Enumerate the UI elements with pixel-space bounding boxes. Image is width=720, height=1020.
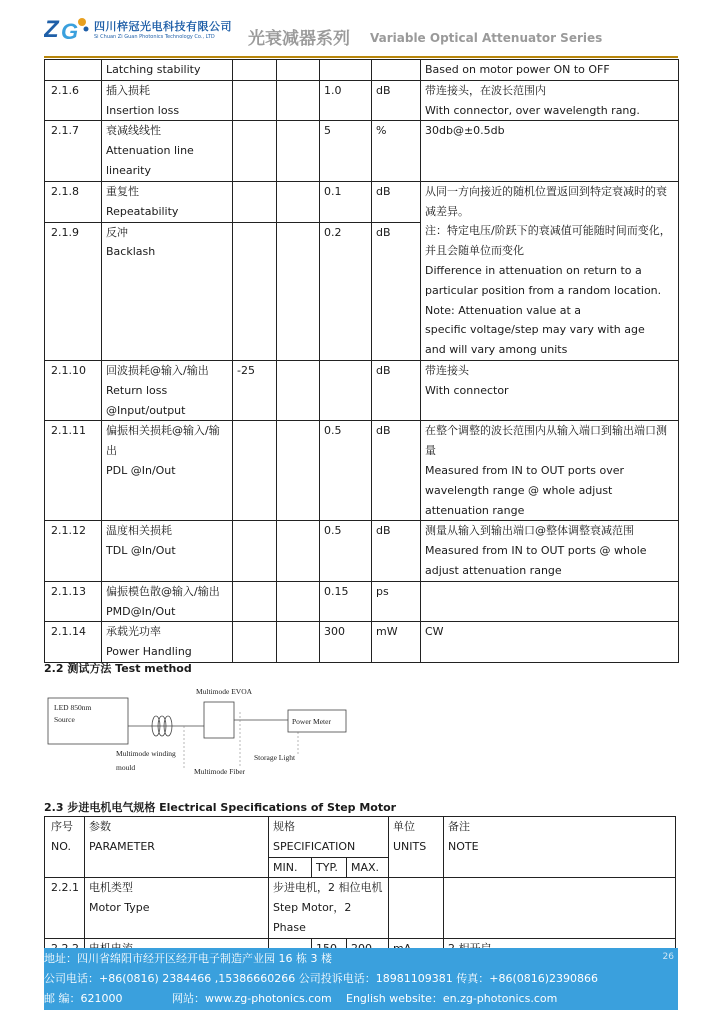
motor-head-note: 备注 NOTE: [444, 817, 676, 878]
spec-row: [45, 181, 679, 222]
company-logo-icon: [44, 14, 92, 44]
spec-cell-note: 测量从输入到输出端口@整体调整衰减范围 Measured from IN to OUT ports @ whole adjust attenuation range: [421, 521, 679, 581]
spec-cell-param: 衰减线线性 Attenuation line linearity: [102, 121, 233, 181]
spec-cell-param: 承载光功率 Power Handling: [102, 622, 233, 663]
spec-cell-typ: [277, 222, 320, 360]
spec-cell-max: 0.5: [320, 421, 372, 521]
motor-head-no: 序号 NO.: [45, 817, 85, 878]
spec-row: [45, 421, 679, 521]
spec-cell-min: [233, 421, 277, 521]
motor-head-unit: 单位 UNITS: [389, 817, 444, 878]
spec-cell-typ: [277, 121, 320, 181]
footer-website-link[interactable]: 网站：www.zg-photonics.com: [172, 992, 332, 1005]
series-title-cn: 光衰减器系列: [248, 29, 350, 49]
motor-head-param: 参数 PARAMETER: [85, 817, 269, 878]
spec-cell-typ: [277, 80, 320, 121]
spec-cell-param: 反冲 Backlash: [102, 222, 233, 360]
spec-cell-unit: dB: [372, 181, 421, 222]
motor-cell-note: [444, 878, 676, 938]
spec-cell-typ: [277, 581, 320, 622]
series-title-en: Variable Optical Attenuator Series: [370, 31, 603, 45]
page-header: [0, 0, 720, 56]
spec-cell-max: [320, 60, 372, 81]
spec-cell-unit: %: [372, 121, 421, 181]
spec-cell-unit: mW: [372, 622, 421, 663]
spec-cell-unit: ps: [372, 581, 421, 622]
spec-cell-note: 在整个调整的波长范围内从输入端口到输出端口测 量 Measured from IN to OUT ports over wavelength range @ whole adjust attenuation range: [421, 421, 679, 521]
motor-head-typ: TYP.: [312, 857, 347, 878]
spec-cell-note: 带连接头，在波长范围内 With connector, over wavelength rang.: [421, 80, 679, 121]
spec-row: [45, 80, 679, 121]
spec-cell-note: [421, 581, 679, 622]
spec-cell-unit: dB: [372, 521, 421, 581]
footer-address: 地址：四川省绵阳市经开区经开电子制造产业园 16 栋 3 楼: [44, 952, 332, 965]
power-meter-label: Power Meter: [292, 717, 331, 726]
winding-label-1: Multimode winding: [116, 749, 176, 758]
spec-cell-typ: [277, 181, 320, 222]
motor-spec-table: [44, 816, 676, 960]
spec-cell-unit: dB: [372, 222, 421, 360]
spec-row: [45, 60, 679, 81]
led-source-label-2: Source: [54, 715, 75, 724]
page-number: 26: [662, 952, 674, 962]
footer-en-website-link[interactable]: English website：en.zg-photonics.com: [346, 992, 558, 1005]
spec-row: [45, 121, 679, 181]
spec-cell-min: [233, 222, 277, 360]
spec-cell-param: 温度相关损耗 TDL @In/Out: [102, 521, 233, 581]
spec-cell-no: 2.1.11: [45, 421, 102, 521]
spec-cell-no: [45, 60, 102, 81]
spec-cell-no: 2.1.7: [45, 121, 102, 181]
spec-cell-min: [233, 581, 277, 622]
spec-cell-param: 偏振相关损耗@输入/输 出 PDL @In/Out: [102, 421, 233, 521]
motor-cell-unit: [389, 878, 444, 938]
evoa-box: [204, 702, 234, 738]
spec-cell-max: 0.15: [320, 581, 372, 622]
spec-cell-param: 插入损耗 Insertion loss: [102, 80, 233, 121]
motor-header-row-1: [45, 817, 676, 858]
spec-cell-min: [233, 121, 277, 181]
spec-cell-note-shared: 从同一方向接近的随机位置返回到特定衰减时的衰 减差异。 注：特定电压/阶跃下的衰减值可能随时间而变化， 并且会随单位而变化 Difference in attenuation on return to a particular position from a random location. Note: Attenuation value at a specific voltage/step may vary with age and will vary among units: [421, 181, 679, 360]
fiber-label: Multimode Fiber: [194, 767, 246, 776]
motor-head-min: MIN.: [269, 857, 312, 878]
spec-cell-unit: dB: [372, 360, 421, 420]
spec-cell-typ: [277, 421, 320, 521]
spec-cell-max: 0.5: [320, 521, 372, 581]
spec-cell-min: [233, 181, 277, 222]
spec-cell-min: [233, 521, 277, 581]
winding-label-2: mould: [116, 763, 136, 772]
company-name-cn: 四川梓冠光电科技有限公司: [94, 20, 232, 33]
test-setup-diagram: [44, 682, 364, 782]
spec-cell-max: [320, 360, 372, 420]
spec-cell-min: [233, 622, 277, 663]
spec-cell-max: 0.2: [320, 222, 372, 360]
svg-text:Z: Z: [44, 16, 59, 43]
spec-cell-no: 2.1.14: [45, 622, 102, 663]
header-rule: [44, 56, 678, 58]
spec-cell-param: Latching stability: [102, 60, 233, 81]
page-footer: [44, 948, 678, 1010]
spec-cell-no: 2.1.9: [45, 222, 102, 360]
spec-cell-min: [233, 80, 277, 121]
spec-row: [45, 521, 679, 581]
spec-cell-note: Based on motor power ON to OFF: [421, 60, 679, 81]
footer-phone: 公司电话：+86(0816) 2384466 ,15386660266 公司投诉电话：18981109381 传真：+86(0816)2390866: [44, 972, 599, 985]
spec-cell-no: 2.1.10: [45, 360, 102, 420]
spec-cell-typ: [277, 622, 320, 663]
spec-cell-typ: [277, 60, 320, 81]
spec-cell-param: 重复性 Repeatability: [102, 181, 233, 222]
spec-cell-min: -25: [233, 360, 277, 420]
spec-cell-max: 0.1: [320, 181, 372, 222]
spec-row: [45, 581, 679, 622]
spec-cell-min: [233, 60, 277, 81]
spec-row: [45, 360, 679, 420]
spec-cell-no: 2.1.6: [45, 80, 102, 121]
spec-cell-note: 带连接头 With connector: [421, 360, 679, 420]
evoa-label: Multimode EVOA: [196, 687, 253, 696]
spec-cell-param: 回波损耗@输入/输出 Return loss @Input/output: [102, 360, 233, 420]
storage-light-label: Storage Light: [254, 753, 296, 762]
optical-spec-table: [44, 59, 679, 663]
spec-cell-unit: dB: [372, 421, 421, 521]
footer-postcode: 邮 编：621000: [44, 992, 123, 1005]
spec-cell-no: 2.1.8: [45, 181, 102, 222]
spec-cell-no: 2.1.13: [45, 581, 102, 622]
company-name-en: Si Chuan Zi Guan Photonics Technology Co., LTD: [94, 34, 215, 40]
spec-row: [45, 622, 679, 663]
spec-cell-max: 300: [320, 622, 372, 663]
spec-cell-note: 30db@±0.5db: [421, 121, 679, 181]
spec-cell-max: 5: [320, 121, 372, 181]
motor-cell-param: 电机类型 Motor Type: [85, 878, 269, 938]
spec-cell-typ: [277, 360, 320, 420]
motor-cell-spec: 步进电机，2 相位电机 Step Motor，2 Phase: [269, 878, 389, 938]
spec-cell-unit: dB: [372, 80, 421, 121]
motor-head-max: MAX.: [347, 857, 389, 878]
spec-cell-no: 2.1.12: [45, 521, 102, 581]
spec-cell-param: 偏振模色散@输入/输出 PMD@In/Out: [102, 581, 233, 622]
spec-cell-note: CW: [421, 622, 679, 663]
section-motor-title: 2.3 步进电机电气规格 Electrical Specifications of Step Motor: [44, 801, 397, 814]
motor-head-spec: 规格 SPECIFICATION: [269, 817, 389, 858]
motor-cell-no: 2.2.1: [45, 878, 85, 938]
svg-text:G: G: [61, 19, 79, 44]
section-test-method-title: 2.2 测试方法 Test method: [44, 662, 192, 675]
spec-cell-max: 1.0: [320, 80, 372, 121]
led-source-label-1: LED 850nm: [54, 703, 92, 712]
spec-cell-typ: [277, 521, 320, 581]
spec-cell-unit: [372, 60, 421, 81]
motor-row-2-2-1: [45, 878, 676, 938]
